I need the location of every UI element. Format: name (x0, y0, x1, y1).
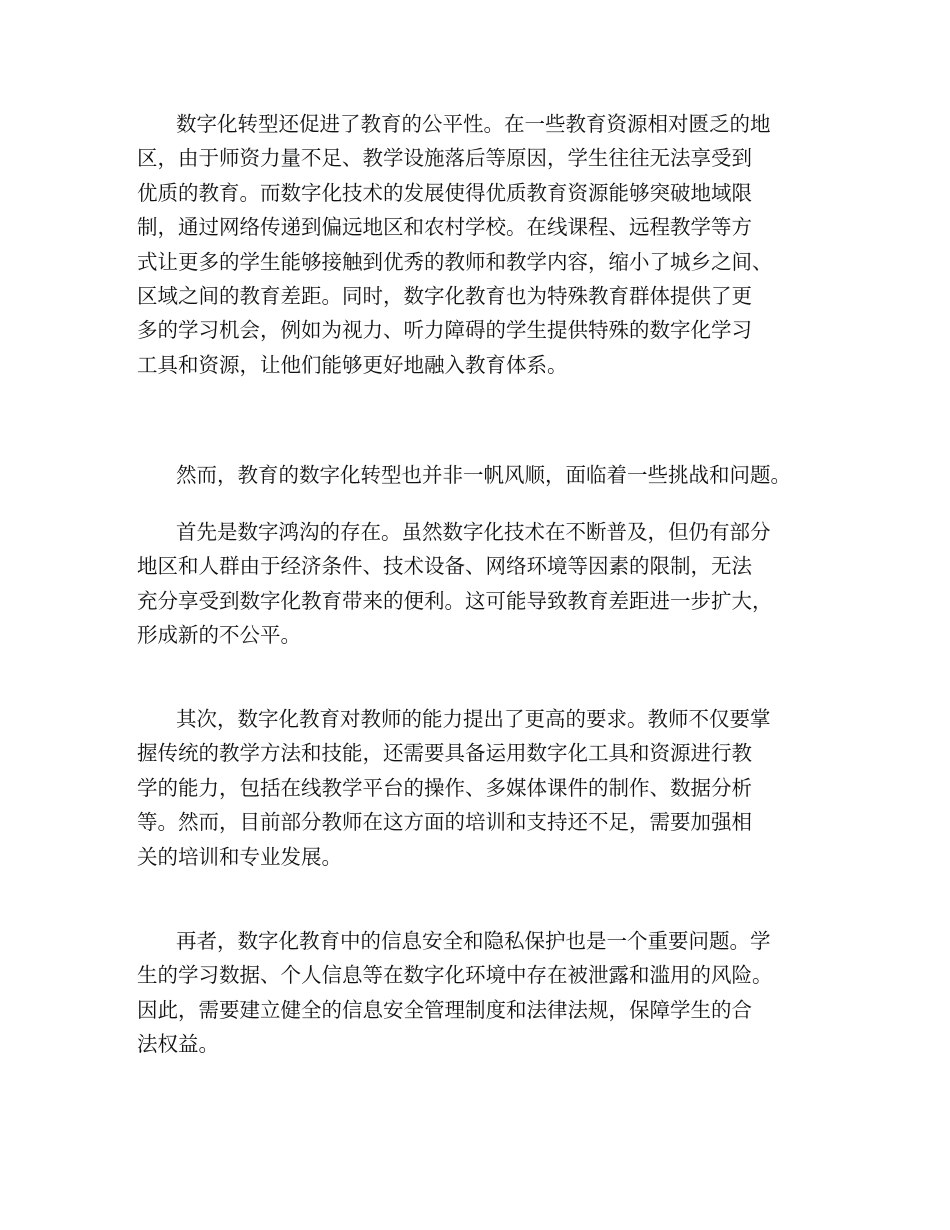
paragraph-line: 地区和人群由于经济条件、技术设备、网络环境等因素的限制，无法 (137, 554, 752, 579)
paragraph-line: 区，由于师资力量不足、教学设施落后等原因，学生往往无法享受到 (137, 146, 752, 171)
paragraph-line: 其次，数字化教育对教师的能力提出了更高的要求。教师不仅要掌 (176, 707, 771, 731)
paragraph-3 (137, 515, 837, 653)
paragraph-line: 因此，需要建立健全的信息安全管理制度和法律法规，保障学生的合 (137, 997, 752, 1022)
paragraph-line: 然而，教育的数字化转型也并非一帆风顺，面临着一些挑战和问题。 (176, 463, 791, 487)
paragraph-line: 式让更多的学生能够接触到优秀的教师和教学内容，缩小了城乡之间、 (137, 249, 773, 274)
paragraph-2 (137, 458, 837, 492)
paragraph-1 (137, 107, 837, 382)
paragraph-line: 数字化转型还促进了教育的公平性。在一些教育资源相对匮乏的地 (176, 112, 771, 136)
paragraph-line: 充分享受到数字化教育带来的便利。这可能导致教育差距进一步扩大， (137, 588, 773, 613)
paragraph-line: 形成新的不公平。 (137, 623, 301, 648)
paragraph-line: 学的能力，包括在线教学平台的操作、多媒体课件的制作、数据分析 (137, 775, 752, 800)
paragraph-line: 多的学习机会，例如为视力、听力障碍的学生提供特殊的数字化学习 (137, 318, 752, 343)
paragraph-line: 工具和资源，让他们能够更好地融入教育体系。 (137, 352, 568, 377)
paragraph-4 (137, 702, 837, 874)
paragraph-line: 等。然而，目前部分教师在这方面的培训和支持还不足，需要加强相 (137, 810, 752, 835)
paragraph-line: 再者，数字化教育中的信息安全和隐私保护也是一个重要问题。学 (176, 929, 771, 953)
paragraph-line: 生的学习数据、个人信息等在数字化环境中存在被泄露和滥用的风险。 (137, 963, 773, 988)
paragraph-line: 关的培训和专业发展。 (137, 844, 342, 869)
paragraph-line: 优质的教育。而数字化技术的发展使得优质教育资源能够突破地域限 (137, 180, 752, 205)
paragraph-line: 制，通过网络传递到偏远地区和农村学校。在线课程、远程教学等方 (137, 215, 752, 240)
paragraph-line: 区域之间的教育差距。同时，数字化教育也为特殊教育群体提供了更 (137, 283, 752, 308)
paragraph-line: 法权益。 (137, 1032, 219, 1057)
paragraph-5 (137, 924, 837, 1062)
paragraph-line: 握传统的教学方法和技能，还需要具备运用数字化工具和资源进行教 (137, 741, 752, 766)
paragraph-line: 首先是数字鸿沟的存在。虽然数字化技术在不断普及，但仍有部分 (176, 520, 771, 544)
